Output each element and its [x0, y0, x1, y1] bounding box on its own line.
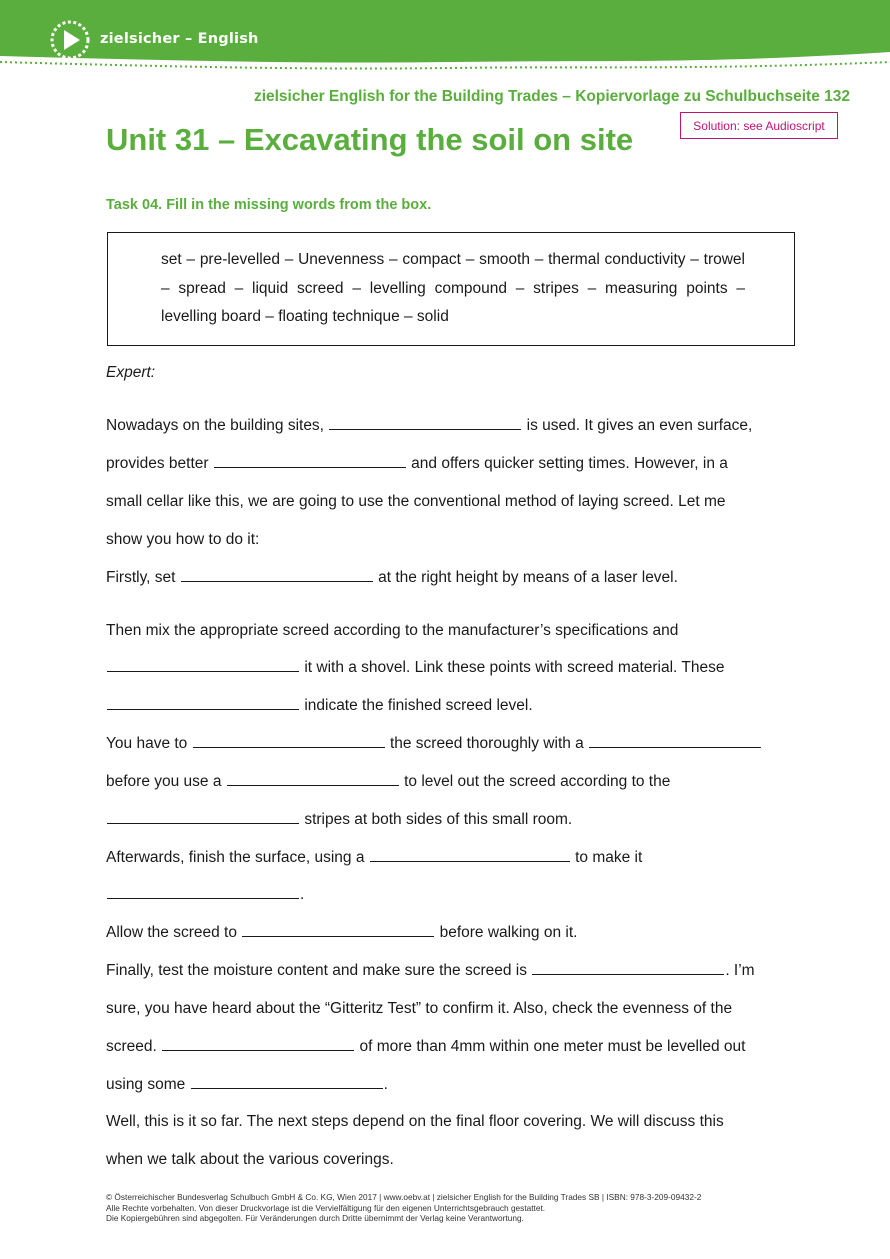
brand-name: zielsicher – English [100, 31, 259, 47]
text-line-12: Afterwards, finish the surface, using a to make it [106, 849, 643, 866]
answer-blank-6[interactable] [193, 734, 385, 748]
text-line-6: Then mix the appropriate screed according to the manufacturer’s specifications and [106, 622, 679, 639]
text-line-5: Firstly, set at the right height by means of a laser level. [106, 569, 678, 586]
text-line-9: You have to the screed thoroughly with a [106, 734, 762, 754]
answer-blank-9[interactable] [107, 810, 299, 824]
answer-blank-11[interactable] [107, 885, 299, 899]
text-line-2: provides better and offers quicker setting times. However, in a [106, 455, 728, 472]
word-box-text: set – pre-levelled – Unevenness – compact – smooth – thermal conductivity – trowel – spread – liquid screed – levelling compound – stripes – measuring points – levelling board – floating technique – solid [161, 251, 745, 325]
speaker-label: Expert: [106, 364, 156, 381]
answer-blank-13[interactable] [532, 961, 724, 975]
solution-note-box: Solution: see Audioscript [680, 112, 838, 139]
answer-blank-8[interactable] [227, 772, 399, 786]
text-line-11: stripes at both sides of this small room. [106, 810, 572, 830]
text-line-1: Nowadays on the building sites, is used. It gives an even surface, [106, 417, 753, 434]
answer-blank-1[interactable] [329, 416, 521, 430]
footer-copyright: © Österreichischer Bundesverlag Schulbuch GmbH & Co. KG, Wien 2017 | www.oebv.at | zielsicher English for the Building Trades SB | ISBN: 978-3-209-09432-2 Alle Rechte vorbehalten. Von dieser Druckvorlage ist die Vervielfältigung für den eigenen Unterrichtsgebrauch gestattet. Die Kopiergebühren sind abgegolten. Für Veränderungen durch Dritte übernimmt der Verlag keine Verantwortung. [106, 1192, 702, 1223]
text-line-19: Well, this is it so far. The next steps depend on the final floor covering. We will discuss this [106, 1113, 724, 1130]
text-line-8: indicate the finished screed level. [106, 696, 533, 716]
answer-blank-15[interactable] [191, 1075, 383, 1089]
text-line-16: sure, you have heard about the “Gitteritz Test” to confirm it. Also, check the evenness of the [106, 1000, 733, 1017]
answer-blank-7[interactable] [589, 734, 761, 748]
text-line-15: Finally, test the moisture content and make sure the screed is . I’m [106, 962, 755, 979]
text-line-20: when we talk about the various coverings. [106, 1151, 394, 1168]
text-line-14: Allow the screed to before walking on it. [106, 924, 578, 941]
task-heading: Task 04. Fill in the missing words from the box. [106, 197, 432, 213]
text-line-3: small cellar like this, we are going to use the conventional method of laying screed. Let me [106, 493, 726, 510]
answer-blank-4[interactable] [107, 658, 299, 672]
answer-blank-3[interactable] [181, 568, 373, 582]
page-subtitle: zielsicher English for the Building Trades – Kopiervorlage zu Schulbuchseite 132 [253, 88, 850, 105]
answer-blank-12[interactable] [242, 923, 434, 937]
answer-blank-5[interactable] [107, 696, 299, 710]
text-line-18: using some . [106, 1076, 388, 1093]
text-line-17: screed. of more than 4mm within one meter must be levelled out [106, 1038, 746, 1055]
text-line-4: show you how to do it: [106, 531, 260, 548]
answer-blank-2[interactable] [214, 454, 406, 468]
text-line-13: . [106, 885, 304, 905]
page-title: Unit 31 – Excavating the soil on site [106, 122, 634, 157]
text-line-7: it with a shovel. Link these points with screed material. These [106, 658, 724, 678]
answer-blank-14[interactable] [162, 1037, 354, 1051]
word-box [107, 232, 795, 346]
answer-blank-10[interactable] [370, 848, 570, 862]
text-line-10: before you use a to level out the screed according to the [106, 773, 671, 790]
